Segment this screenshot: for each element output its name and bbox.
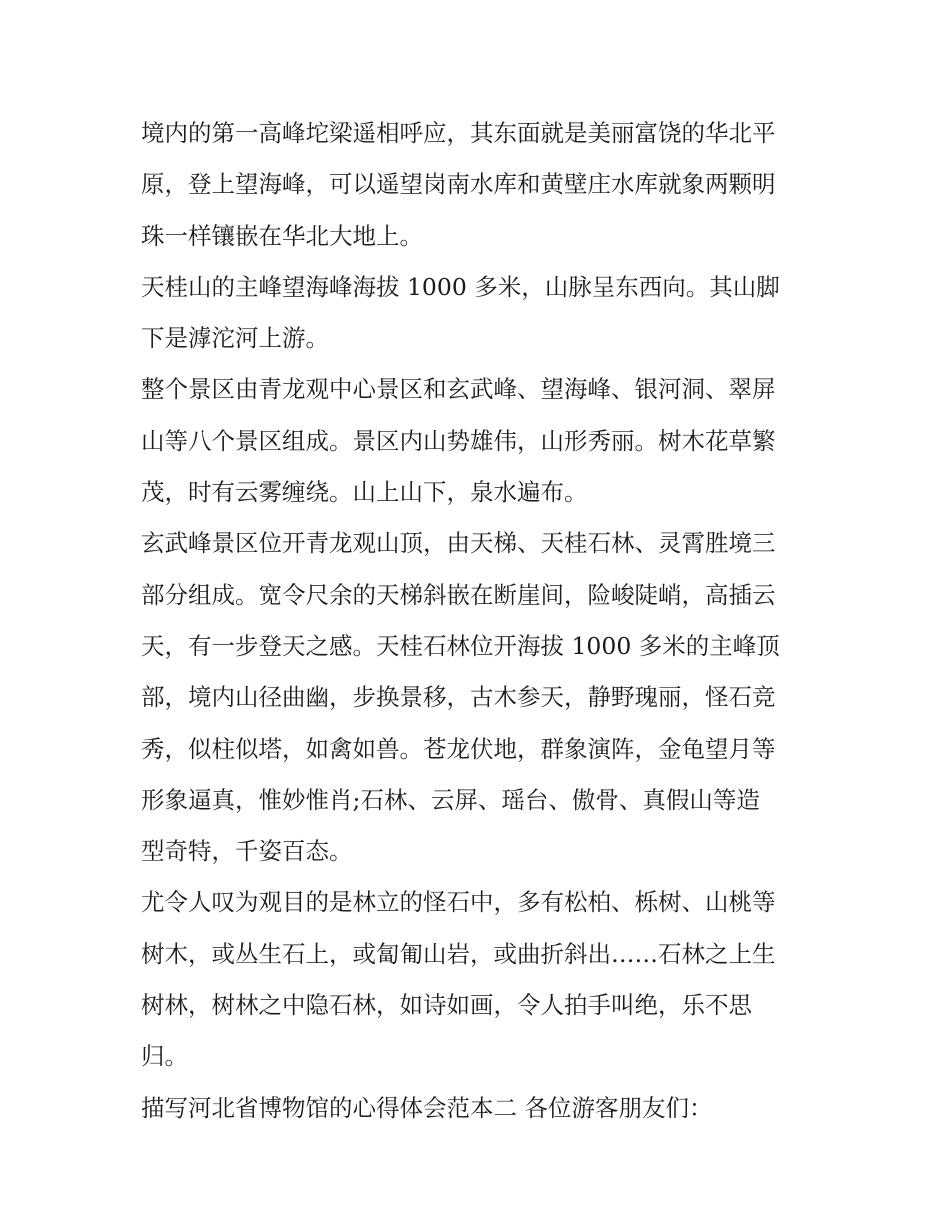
text-line: 茂，时有云雾缠绕。山上山下，泉水遍布。 — [141, 478, 588, 507]
text-line: 整个景区由青龙观中心景区和玄武峰、望海峰、银河洞、翠屏 — [141, 375, 776, 404]
text-line: 天，有一步登天之感。天桂石林位开海拔 1000 多米的主峰顶 — [141, 631, 780, 660]
text-line: 玄武峰景区位开青龙观山顶，由天梯、天桂石林、灵霄胜境三 — [141, 529, 776, 558]
text-line: 部，境内山径曲幽，步换景移，古木参天，静野瑰丽，怪石竞 — [141, 683, 776, 712]
text-line: 下是滹沱河上游。 — [141, 324, 329, 353]
text-line: 描写河北省博物馆的心得体会范本二 各位游客朋友们： — [141, 1093, 713, 1122]
text-line: 山等八个景区组成。景区内山势雄伟，山形秀丽。树木花草繁 — [141, 426, 776, 455]
text-line: 珠一样镶嵌在华北大地上。 — [141, 221, 423, 250]
text-line: 型奇特，千姿百态。 — [141, 837, 353, 866]
document-body — [141, 108, 813, 1134]
text-line: 树木，或丛生石上，或匐匍山岩，或曲折斜出……石林之上生 — [141, 939, 776, 968]
text-line: 境内的第一高峰坨梁遥相呼应，其东面就是美丽富饶的华北平 — [141, 119, 776, 147]
text-line: 尤令人叹为观目的是林立的怪石中，多有松柏、栎树、山桃等 — [141, 888, 776, 917]
text-line: 形象逼真，惟妙惟肖;石林、云屏、瑶台、傲骨、真假山等造 — [141, 785, 760, 814]
text-line: 秀，似柱似塔，如禽如兽。苍龙伏地，群象演阵，金龟望月等 — [141, 734, 776, 763]
text-line: 归。 — [141, 1042, 188, 1071]
text-line: 天桂山的主峰望海峰海拔 1000 多米，山脉呈东西向。其山脚 — [141, 272, 780, 301]
text-line: 原，登上望海峰，可以遥望岗南水库和黄壁庄水库就象两颗明 — [141, 170, 776, 199]
text-line: 树林，树林之中隐石林，如诗如画，令人拍手叫绝，乐不思 — [141, 991, 752, 1020]
text-line: 部分组成。宽令尺余的天梯斜嵌在断崖间，险峻陡峭，高插云 — [141, 580, 776, 609]
